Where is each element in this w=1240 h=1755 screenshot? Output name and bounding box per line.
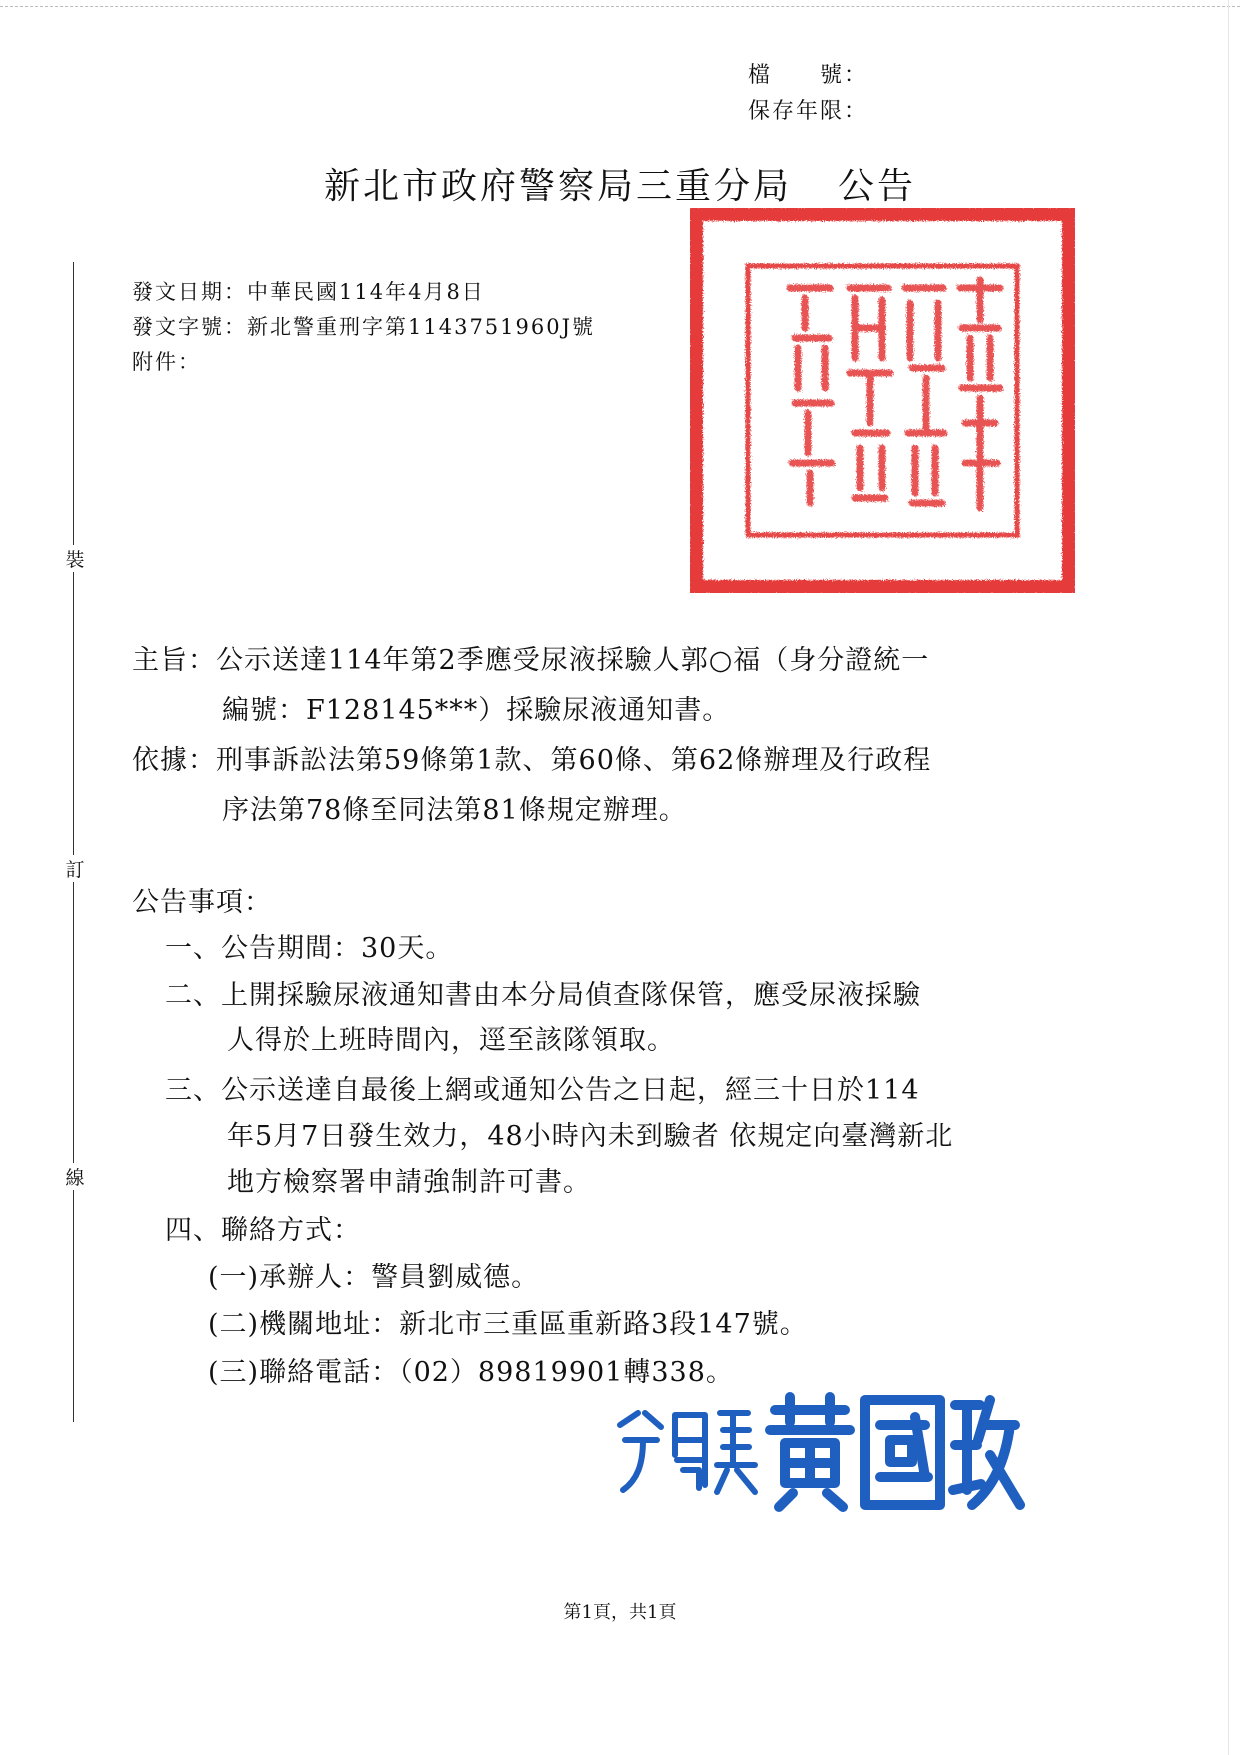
document-number: 發文字號：新北警重刑字第1143751960J號: [132, 315, 596, 339]
official-seal: [690, 208, 1075, 593]
notice-item-2-line-1: 二、上開採驗尿液通知書由本分局偵查隊保管，應受尿液採驗: [165, 980, 921, 1011]
basis-line-1: 依據：刑事訴訟法第59條第1款、第60條、第62條辦理及行政程: [132, 745, 932, 776]
notice-item-3-line-3: 地方檢察署申請強制許可書。: [227, 1167, 591, 1198]
signature-graphic: [605, 1385, 1025, 1515]
binding-margin-line: [73, 262, 74, 1422]
scan-edge-right: [1228, 0, 1229, 1755]
issue-date: 發文日期：中華民國114年4月8日: [132, 280, 485, 304]
subject-line-1: 主旨：公示送達114年第2季應受尿液採驗人郭○福（身分證統一: [132, 645, 930, 676]
notice-item-2-line-2: 人得於上班時間內，逕至該隊領取。: [227, 1025, 675, 1056]
document-type: 公告: [838, 166, 917, 207]
retention-period-label: 保存年限：: [748, 99, 869, 124]
binding-mark-ding: 訂: [60, 855, 90, 882]
notice-item-1: 一、公告期間：30天。: [165, 933, 454, 964]
notice-item-4: 四、聯絡方式：: [165, 1215, 361, 1246]
basis-line-2: 序法第78條至同法第81條規定辦理。: [222, 795, 687, 826]
attachment-label: 附件：: [132, 350, 201, 374]
director-signature-stamp: [605, 1385, 1025, 1515]
page-title: [0, 158, 1240, 209]
binding-mark-xian: 線: [60, 1163, 90, 1190]
binding-mark-zhuang: 裝: [60, 545, 90, 572]
notice-heading: 公告事項：: [132, 887, 272, 918]
contact-officer: (一)承辦人：警員劉威德。: [208, 1262, 540, 1293]
agency-name: 新北市政府警察局三重分局: [323, 166, 792, 207]
file-number-label: 檔 號：: [748, 63, 869, 88]
scan-edge-top: [0, 6, 1240, 7]
contact-phone: (三)聯絡電話：（02）89819901轉338。: [208, 1357, 734, 1388]
official-seal-graphic: [690, 208, 1075, 593]
contact-address: (二)機關地址：新北市三重區重新路3段147號。: [208, 1309, 808, 1340]
page-number: 第1頁，共1頁: [563, 1602, 677, 1623]
notice-item-3-line-2: 年5月7日發生效力，48小時內未到驗者 依規定向臺灣新北: [227, 1121, 954, 1152]
subject-line-2: 編號：F128145***）採驗尿液通知書。: [222, 695, 731, 726]
notice-item-3-line-1: 三、公示送達自最後上網或通知公告之日起，經三十日於114: [165, 1075, 920, 1106]
